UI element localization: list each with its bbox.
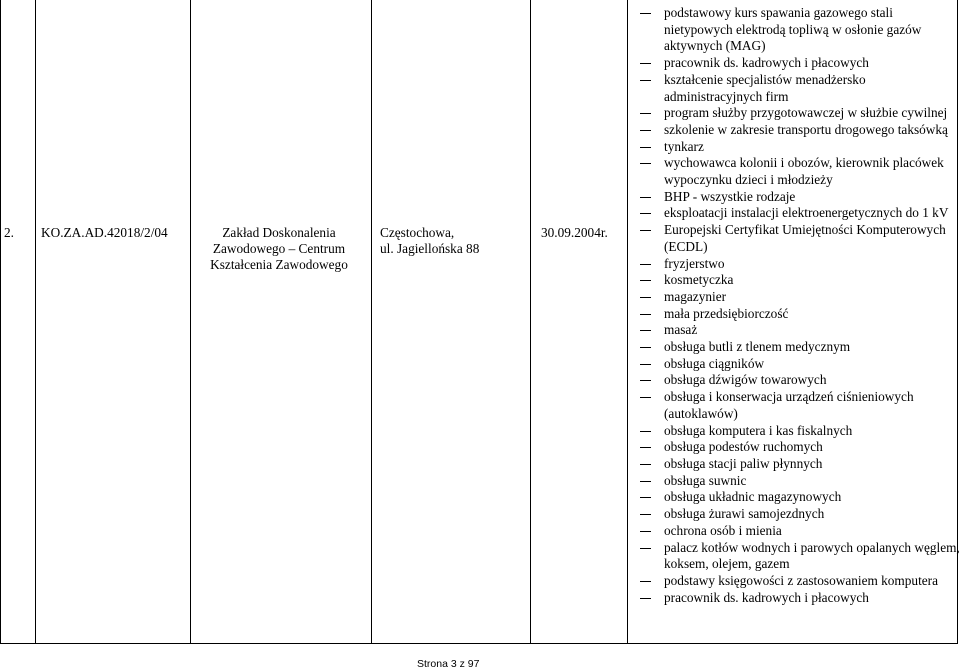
course-label: program służby przygotowawczej w służbie cywilnej — [664, 105, 948, 121]
dash-bullet-icon — [640, 213, 651, 214]
table-bottom-border — [0, 643, 958, 644]
dash-bullet-icon — [640, 297, 651, 298]
column-divider — [627, 0, 628, 643]
course-item — [640, 523, 960, 540]
dash-bullet-icon — [640, 13, 651, 14]
dash-bullet-icon — [640, 548, 651, 549]
dash-bullet-icon — [640, 497, 651, 498]
dash-bullet-icon — [640, 364, 651, 365]
course-label: mała przedsiębiorczość — [664, 305, 789, 321]
column-divider — [190, 0, 191, 643]
course-label: ochrona osób i mienia — [664, 522, 782, 538]
course-label: kształcenie specjalistów menadżersko administracyjnych firm — [664, 71, 866, 104]
dash-bullet-icon — [640, 163, 651, 164]
course-label: obsługa butli z tlenem medycznym — [664, 339, 851, 355]
course-item — [640, 423, 960, 440]
course-item — [640, 256, 960, 273]
course-item — [640, 72, 960, 105]
course-label: podstawy księgowości z zastosowaniem komputera — [664, 572, 939, 588]
dash-bullet-icon — [640, 598, 651, 599]
dash-bullet-icon — [640, 113, 651, 114]
dash-bullet-icon — [640, 80, 651, 81]
dash-bullet-icon — [640, 197, 651, 198]
dash-bullet-icon — [640, 230, 651, 231]
course-item — [640, 339, 960, 356]
dash-bullet-icon — [640, 314, 651, 315]
address-city: Częstochowa, — [380, 225, 455, 240]
course-item — [640, 272, 960, 289]
course-item — [640, 456, 960, 473]
course-label: obsługa i konserwacja urządzeń ciśnieniowych (autoklawów) — [664, 389, 914, 421]
registration-date: 30.09.2004r. — [541, 225, 608, 240]
course-item — [640, 573, 960, 590]
course-label: obsługa dźwigów towarowych — [664, 372, 827, 388]
dash-bullet-icon — [640, 581, 651, 582]
course-label: szkolenie w zakresie transportu drogowego taksówką — [664, 121, 948, 137]
course-label: obsługa żurawi samojezdnych — [664, 506, 825, 522]
column-divider — [371, 0, 372, 643]
dash-bullet-icon — [640, 397, 651, 398]
course-label: wychowawca kolonii i obozów, kierownik placówek wypoczynku dzieci i młodzieży — [664, 155, 944, 188]
course-item — [640, 489, 960, 506]
course-item — [640, 356, 960, 373]
course-item — [640, 155, 960, 188]
course-item — [640, 289, 960, 306]
dash-bullet-icon — [640, 264, 651, 265]
course-item — [640, 322, 960, 339]
institution-name: Zakład Doskonalenia Zawodowego – Centrum Kształcenia Zawodowego — [210, 225, 348, 272]
course-item — [640, 540, 960, 573]
course-label: obsługa ciągników — [664, 355, 765, 371]
course-label: obsługa podestów ruchomych — [664, 439, 823, 455]
column-divider — [35, 0, 36, 643]
course-item — [640, 189, 960, 206]
course-label: kosmetyczka — [664, 272, 734, 288]
institution-address — [380, 225, 515, 257]
course-item — [640, 590, 960, 607]
course-item — [640, 105, 960, 122]
dash-bullet-icon — [640, 63, 651, 64]
course-item — [640, 473, 960, 490]
course-label: obsługa komputera i kas fiskalnych — [664, 422, 853, 438]
course-label: fryzjerstwo — [664, 255, 725, 271]
course-label: Europejski Certyfikat Umiejętności Komputerowych (ECDL) — [664, 222, 946, 254]
course-label: palacz kotłów wodnych i parowych opalanych węglem, koksem, olejem, gazem — [664, 539, 960, 572]
course-item — [640, 389, 960, 422]
course-label: podstawowy kurs spawania gazowego stali nietypowych elektrodą topliwą w osłonie gazów aktywnych (MAG) — [664, 5, 922, 54]
course-label: obsługa układnic magazynowych — [664, 489, 842, 505]
dash-bullet-icon — [640, 380, 651, 381]
course-item — [640, 222, 960, 255]
dash-bullet-icon — [640, 330, 651, 331]
course-label: obsługa stacji paliw płynnych — [664, 455, 823, 471]
dash-bullet-icon — [640, 130, 651, 131]
course-item — [640, 55, 960, 72]
course-label: masaż — [664, 322, 698, 338]
course-list — [640, 5, 960, 606]
course-item — [640, 205, 960, 222]
dash-bullet-icon — [640, 531, 651, 532]
dash-bullet-icon — [640, 280, 651, 281]
dash-bullet-icon — [640, 481, 651, 482]
course-item — [640, 506, 960, 523]
course-label: pracownik ds. kadrowych i płacowych — [664, 55, 869, 71]
dash-bullet-icon — [640, 514, 651, 515]
course-item — [640, 306, 960, 323]
course-label: eksploatacji instalacji elektroenergetycznych do 1 kV — [664, 205, 949, 221]
page-number: Strona 3 z 97 — [417, 658, 480, 670]
course-item — [640, 139, 960, 156]
course-item — [640, 122, 960, 139]
dash-bullet-icon — [640, 431, 651, 432]
course-label: obsługa suwnic — [664, 472, 747, 488]
dash-bullet-icon — [640, 147, 651, 148]
course-label: pracownik ds. kadrowych i płacowych — [664, 589, 869, 605]
column-divider — [530, 0, 531, 643]
course-label: tynkarz — [664, 138, 704, 154]
course-item — [640, 372, 960, 389]
row-number: 2. — [4, 225, 14, 240]
dash-bullet-icon — [640, 347, 651, 348]
address-street: ul. Jagiellońska 88 — [380, 241, 480, 256]
registry-code: KO.ZA.AD.42018/2/04 — [41, 225, 168, 240]
course-item — [640, 439, 960, 456]
course-item — [640, 5, 960, 55]
table-border-left — [0, 0, 1, 643]
dash-bullet-icon — [640, 464, 651, 465]
course-label: magazynier — [664, 288, 727, 304]
dash-bullet-icon — [640, 447, 651, 448]
course-label: BHP - wszystkie rodzaje — [664, 188, 796, 204]
